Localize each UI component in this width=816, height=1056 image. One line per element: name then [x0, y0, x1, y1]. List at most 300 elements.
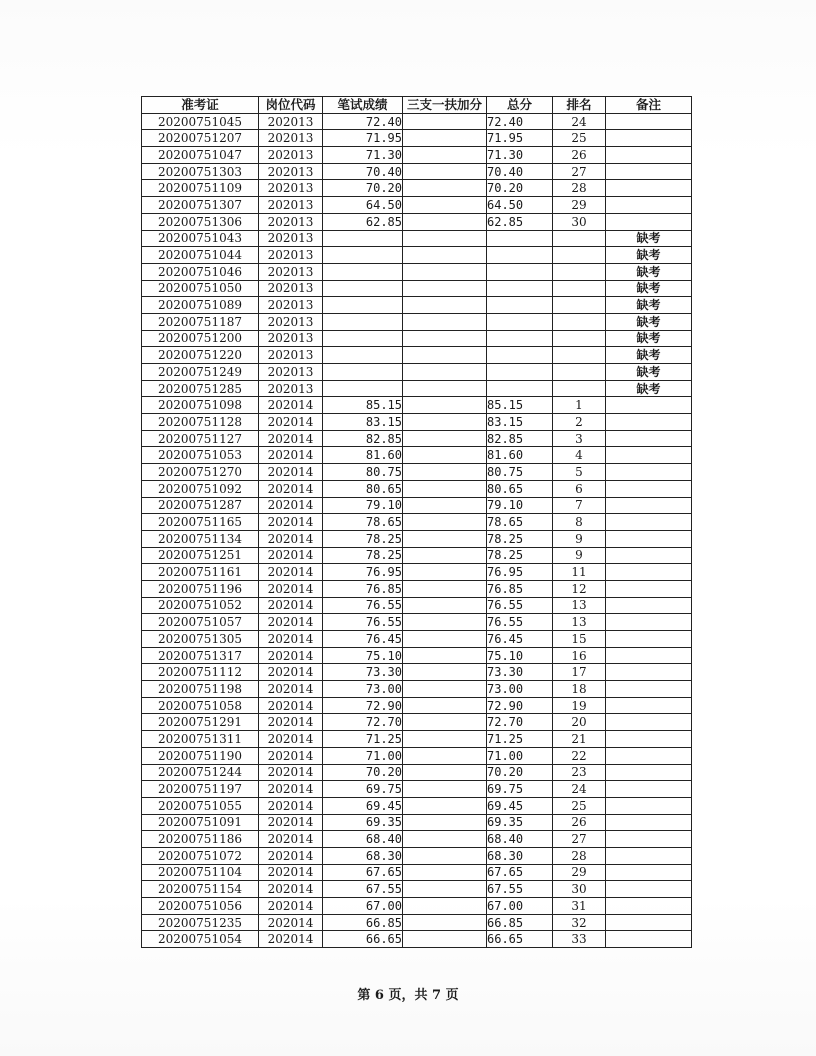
cell-rank: 31	[553, 898, 606, 915]
cell-rank: 30	[553, 881, 606, 898]
cell-total-score: 72.40	[487, 113, 553, 130]
cell-bonus-points	[403, 614, 487, 631]
cell-total-score: 66.65	[487, 931, 553, 948]
cell-bonus-points	[403, 380, 487, 397]
cell-exam-id: 20200751190	[142, 747, 259, 764]
cell-remarks	[606, 714, 692, 731]
cell-total-score	[487, 330, 553, 347]
cell-total-score: 70.20	[487, 764, 553, 781]
cell-exam-id: 20200751161	[142, 564, 259, 581]
cell-written-score: 66.85	[323, 914, 403, 931]
cell-post-code: 202014	[259, 397, 323, 414]
cell-exam-id: 20200751235	[142, 914, 259, 931]
cell-exam-id: 20200751134	[142, 530, 259, 547]
cell-written-score: 85.15	[323, 397, 403, 414]
cell-total-score: 67.55	[487, 881, 553, 898]
cell-rank: 8	[553, 514, 606, 531]
cell-bonus-points	[403, 213, 487, 230]
cell-written-score: 72.70	[323, 714, 403, 731]
cell-remarks	[606, 213, 692, 230]
cell-exam-id: 20200751098	[142, 397, 259, 414]
cell-total-score	[487, 247, 553, 264]
cell-exam-id: 20200751052	[142, 597, 259, 614]
cell-rank: 11	[553, 564, 606, 581]
cell-written-score	[323, 380, 403, 397]
cell-rank: 24	[553, 781, 606, 798]
cell-written-score: 62.85	[323, 213, 403, 230]
table-row	[142, 464, 692, 481]
table-row	[142, 130, 692, 147]
cell-written-score: 76.55	[323, 597, 403, 614]
cell-remarks	[606, 647, 692, 664]
cell-bonus-points	[403, 530, 487, 547]
cell-rank	[553, 347, 606, 364]
cell-rank	[553, 330, 606, 347]
cell-post-code: 202013	[259, 180, 323, 197]
cell-rank: 16	[553, 647, 606, 664]
table-row	[142, 647, 692, 664]
cell-bonus-points	[403, 547, 487, 564]
cell-written-score	[323, 313, 403, 330]
cell-remarks	[606, 580, 692, 597]
cell-bonus-points	[403, 914, 487, 931]
cell-exam-id: 20200751311	[142, 731, 259, 748]
cell-bonus-points	[403, 414, 487, 431]
cell-remarks	[606, 113, 692, 130]
cell-exam-id: 20200751187	[142, 313, 259, 330]
cell-rank: 6	[553, 480, 606, 497]
cell-total-score	[487, 364, 553, 381]
cell-rank: 28	[553, 180, 606, 197]
cell-remarks	[606, 180, 692, 197]
table-row	[142, 931, 692, 948]
cell-written-score: 71.30	[323, 147, 403, 164]
cell-total-score: 80.65	[487, 480, 553, 497]
cell-written-score	[323, 364, 403, 381]
table-row	[142, 380, 692, 397]
cell-written-score: 68.40	[323, 831, 403, 848]
table-row	[142, 597, 692, 614]
cell-total-score: 78.25	[487, 530, 553, 547]
cell-rank	[553, 263, 606, 280]
table-row	[142, 781, 692, 798]
cell-exam-id: 20200751303	[142, 163, 259, 180]
cell-total-score: 66.85	[487, 914, 553, 931]
cell-post-code: 202014	[259, 497, 323, 514]
cell-bonus-points	[403, 647, 487, 664]
table-row	[142, 514, 692, 531]
cell-remarks	[606, 530, 692, 547]
cell-bonus-points	[403, 247, 487, 264]
cell-bonus-points	[403, 797, 487, 814]
cell-exam-id: 20200751154	[142, 881, 259, 898]
cell-total-score: 67.00	[487, 898, 553, 915]
cell-post-code: 202013	[259, 213, 323, 230]
cell-bonus-points	[403, 681, 487, 698]
header-bonus-points: 三支一扶加分	[403, 97, 487, 114]
cell-total-score: 78.25	[487, 547, 553, 564]
cell-rank: 21	[553, 731, 606, 748]
cell-written-score: 71.00	[323, 747, 403, 764]
cell-post-code: 202013	[259, 313, 323, 330]
cell-written-score: 76.55	[323, 614, 403, 631]
cell-total-score: 73.30	[487, 664, 553, 681]
table-row	[142, 914, 692, 931]
table-row	[142, 831, 692, 848]
cell-exam-id: 20200751306	[142, 213, 259, 230]
cell-exam-id: 20200751285	[142, 380, 259, 397]
cell-remarks	[606, 898, 692, 915]
cell-total-score	[487, 297, 553, 314]
cell-rank: 29	[553, 864, 606, 881]
cell-rank: 24	[553, 113, 606, 130]
cell-total-score	[487, 313, 553, 330]
cell-written-score: 80.75	[323, 464, 403, 481]
cell-total-score: 71.95	[487, 130, 553, 147]
cell-total-score: 71.25	[487, 731, 553, 748]
cell-total-score: 75.10	[487, 647, 553, 664]
cell-remarks: 缺考	[606, 230, 692, 247]
cell-post-code: 202014	[259, 631, 323, 648]
table-row	[142, 747, 692, 764]
cell-total-score: 71.00	[487, 747, 553, 764]
cell-rank: 27	[553, 831, 606, 848]
cell-bonus-points	[403, 313, 487, 330]
cell-exam-id: 20200751055	[142, 797, 259, 814]
cell-post-code: 202013	[259, 163, 323, 180]
cell-post-code: 202014	[259, 881, 323, 898]
cell-remarks	[606, 514, 692, 531]
cell-exam-id: 20200751058	[142, 697, 259, 714]
cell-post-code: 202014	[259, 664, 323, 681]
cell-bonus-points	[403, 464, 487, 481]
cell-post-code: 202013	[259, 347, 323, 364]
cell-post-code: 202014	[259, 731, 323, 748]
cell-exam-id: 20200751127	[142, 430, 259, 447]
cell-total-score: 76.95	[487, 564, 553, 581]
cell-post-code: 202013	[259, 230, 323, 247]
cell-bonus-points	[403, 447, 487, 464]
cell-written-score: 75.10	[323, 647, 403, 664]
cell-total-score: 80.75	[487, 464, 553, 481]
table-row	[142, 681, 692, 698]
cell-rank	[553, 280, 606, 297]
cell-rank	[553, 364, 606, 381]
table-row	[142, 397, 692, 414]
cell-total-score: 76.55	[487, 614, 553, 631]
cell-exam-id: 20200751044	[142, 247, 259, 264]
cell-post-code: 202014	[259, 480, 323, 497]
cell-remarks	[606, 781, 692, 798]
table-row	[142, 697, 692, 714]
cell-rank: 23	[553, 764, 606, 781]
cell-remarks	[606, 764, 692, 781]
table-row	[142, 297, 692, 314]
cell-rank: 28	[553, 847, 606, 864]
table-row	[142, 147, 692, 164]
cell-rank	[553, 297, 606, 314]
cell-bonus-points	[403, 781, 487, 798]
cell-post-code: 202014	[259, 764, 323, 781]
cell-written-score	[323, 230, 403, 247]
cell-rank	[553, 313, 606, 330]
cell-remarks: 缺考	[606, 330, 692, 347]
cell-post-code: 202013	[259, 380, 323, 397]
cell-bonus-points	[403, 263, 487, 280]
cell-rank: 26	[553, 814, 606, 831]
cell-total-score: 70.20	[487, 180, 553, 197]
table-row	[142, 480, 692, 497]
cell-written-score: 73.30	[323, 664, 403, 681]
cell-bonus-points	[403, 197, 487, 214]
cell-remarks	[606, 447, 692, 464]
cell-bonus-points	[403, 347, 487, 364]
cell-exam-id: 20200751291	[142, 714, 259, 731]
cell-written-score: 72.40	[323, 113, 403, 130]
table-row	[142, 714, 692, 731]
cell-exam-id: 20200751109	[142, 180, 259, 197]
score-table	[141, 96, 692, 948]
cell-exam-id: 20200751128	[142, 414, 259, 431]
cell-exam-id: 20200751220	[142, 347, 259, 364]
cell-total-score: 69.45	[487, 797, 553, 814]
cell-remarks	[606, 197, 692, 214]
cell-post-code: 202014	[259, 580, 323, 597]
cell-post-code: 202014	[259, 931, 323, 948]
cell-exam-id: 20200751197	[142, 781, 259, 798]
cell-exam-id: 20200751092	[142, 480, 259, 497]
cell-post-code: 202014	[259, 564, 323, 581]
cell-written-score: 69.75	[323, 781, 403, 798]
cell-written-score: 81.60	[323, 447, 403, 464]
cell-bonus-points	[403, 297, 487, 314]
cell-rank: 2	[553, 414, 606, 431]
cell-rank: 1	[553, 397, 606, 414]
cell-bonus-points	[403, 364, 487, 381]
cell-total-score: 64.50	[487, 197, 553, 214]
cell-remarks	[606, 163, 692, 180]
cell-post-code: 202013	[259, 364, 323, 381]
cell-post-code: 202014	[259, 530, 323, 547]
cell-exam-id: 20200751307	[142, 197, 259, 214]
cell-rank	[553, 247, 606, 264]
cell-exam-id: 20200751249	[142, 364, 259, 381]
cell-written-score: 80.65	[323, 480, 403, 497]
cell-post-code: 202013	[259, 147, 323, 164]
cell-remarks	[606, 831, 692, 848]
cell-exam-id: 20200751251	[142, 547, 259, 564]
cell-rank: 13	[553, 614, 606, 631]
cell-bonus-points	[403, 180, 487, 197]
cell-exam-id: 20200751165	[142, 514, 259, 531]
cell-written-score: 67.65	[323, 864, 403, 881]
cell-rank: 5	[553, 464, 606, 481]
cell-exam-id: 20200751207	[142, 130, 259, 147]
cell-bonus-points	[403, 714, 487, 731]
cell-post-code: 202014	[259, 898, 323, 915]
cell-remarks: 缺考	[606, 247, 692, 264]
table-row	[142, 430, 692, 447]
cell-written-score: 76.95	[323, 564, 403, 581]
cell-post-code: 202014	[259, 430, 323, 447]
cell-written-score: 82.85	[323, 430, 403, 447]
cell-exam-id: 20200751072	[142, 847, 259, 864]
cell-remarks	[606, 464, 692, 481]
header-remarks: 备注	[606, 97, 692, 114]
cell-total-score: 67.65	[487, 864, 553, 881]
cell-bonus-points	[403, 597, 487, 614]
cell-post-code: 202013	[259, 263, 323, 280]
cell-written-score	[323, 347, 403, 364]
table-row	[142, 797, 692, 814]
cell-rank: 27	[553, 163, 606, 180]
cell-rank: 25	[553, 797, 606, 814]
cell-post-code: 202013	[259, 280, 323, 297]
cell-remarks	[606, 631, 692, 648]
cell-bonus-points	[403, 480, 487, 497]
cell-total-score: 69.75	[487, 781, 553, 798]
table-body	[142, 113, 692, 947]
cell-post-code: 202014	[259, 547, 323, 564]
cell-bonus-points	[403, 881, 487, 898]
cell-total-score: 83.15	[487, 414, 553, 431]
table-row	[142, 414, 692, 431]
cell-exam-id: 20200751045	[142, 113, 259, 130]
cell-post-code: 202014	[259, 714, 323, 731]
cell-remarks	[606, 881, 692, 898]
cell-post-code: 202014	[259, 797, 323, 814]
cell-remarks	[606, 414, 692, 431]
cell-total-score: 70.40	[487, 163, 553, 180]
cell-post-code: 202014	[259, 747, 323, 764]
cell-written-score	[323, 247, 403, 264]
cell-total-score: 68.30	[487, 847, 553, 864]
cell-remarks	[606, 747, 692, 764]
table-row	[142, 664, 692, 681]
cell-total-score: 69.35	[487, 814, 553, 831]
cell-remarks	[606, 931, 692, 948]
cell-exam-id: 20200751198	[142, 681, 259, 698]
header-written-score: 笔试成绩	[323, 97, 403, 114]
cell-bonus-points	[403, 130, 487, 147]
cell-total-score: 82.85	[487, 430, 553, 447]
cell-exam-id: 20200751186	[142, 831, 259, 848]
cell-rank: 9	[553, 547, 606, 564]
cell-written-score: 68.30	[323, 847, 403, 864]
header-rank: 排名	[553, 97, 606, 114]
cell-post-code: 202013	[259, 130, 323, 147]
cell-remarks	[606, 564, 692, 581]
cell-written-score: 72.90	[323, 697, 403, 714]
cell-post-code: 202014	[259, 847, 323, 864]
cell-exam-id: 20200751043	[142, 230, 259, 247]
cell-bonus-points	[403, 497, 487, 514]
cell-written-score	[323, 263, 403, 280]
cell-rank	[553, 380, 606, 397]
cell-rank: 32	[553, 914, 606, 931]
cell-total-score: 62.85	[487, 213, 553, 230]
cell-rank: 9	[553, 530, 606, 547]
cell-total-score	[487, 230, 553, 247]
cell-rank: 4	[553, 447, 606, 464]
cell-bonus-points	[403, 147, 487, 164]
cell-remarks	[606, 614, 692, 631]
cell-remarks	[606, 147, 692, 164]
cell-post-code: 202014	[259, 514, 323, 531]
cell-total-score: 81.60	[487, 447, 553, 464]
table-row	[142, 364, 692, 381]
cell-bonus-points	[403, 814, 487, 831]
cell-written-score: 71.25	[323, 731, 403, 748]
cell-rank: 30	[553, 213, 606, 230]
cell-rank: 26	[553, 147, 606, 164]
table-row	[142, 731, 692, 748]
table-row	[142, 330, 692, 347]
cell-bonus-points	[403, 113, 487, 130]
cell-total-score: 68.40	[487, 831, 553, 848]
cell-post-code: 202013	[259, 330, 323, 347]
cell-exam-id: 20200751244	[142, 764, 259, 781]
table-row	[142, 197, 692, 214]
cell-post-code: 202014	[259, 464, 323, 481]
cell-exam-id: 20200751053	[142, 447, 259, 464]
cell-total-score: 76.45	[487, 631, 553, 648]
cell-remarks	[606, 547, 692, 564]
header-total-score: 总分	[487, 97, 553, 114]
cell-remarks	[606, 480, 692, 497]
table-row	[142, 864, 692, 881]
cell-total-score	[487, 347, 553, 364]
cell-written-score: 69.45	[323, 797, 403, 814]
cell-written-score: 73.00	[323, 681, 403, 698]
cell-written-score: 70.20	[323, 180, 403, 197]
cell-exam-id: 20200751287	[142, 497, 259, 514]
cell-bonus-points	[403, 430, 487, 447]
cell-written-score: 66.65	[323, 931, 403, 948]
table-row	[142, 814, 692, 831]
cell-bonus-points	[403, 847, 487, 864]
cell-bonus-points	[403, 731, 487, 748]
table-row	[142, 614, 692, 631]
cell-post-code: 202014	[259, 597, 323, 614]
cell-remarks	[606, 697, 692, 714]
cell-bonus-points	[403, 580, 487, 597]
cell-written-score: 67.00	[323, 898, 403, 915]
cell-total-score: 85.15	[487, 397, 553, 414]
cell-total-score	[487, 280, 553, 297]
cell-exam-id: 20200751046	[142, 263, 259, 280]
cell-rank: 12	[553, 580, 606, 597]
cell-post-code: 202014	[259, 814, 323, 831]
table-row	[142, 631, 692, 648]
cell-written-score: 78.65	[323, 514, 403, 531]
cell-written-score: 79.10	[323, 497, 403, 514]
table-row	[142, 213, 692, 230]
cell-post-code: 202014	[259, 414, 323, 431]
cell-exam-id: 20200751057	[142, 614, 259, 631]
cell-exam-id: 20200751112	[142, 664, 259, 681]
table-row	[142, 180, 692, 197]
cell-written-score	[323, 280, 403, 297]
cell-exam-id: 20200751056	[142, 898, 259, 915]
cell-rank: 29	[553, 197, 606, 214]
cell-post-code: 202013	[259, 113, 323, 130]
cell-exam-id: 20200751050	[142, 280, 259, 297]
cell-rank: 33	[553, 931, 606, 948]
cell-rank: 18	[553, 681, 606, 698]
table-row	[142, 280, 692, 297]
cell-total-score: 79.10	[487, 497, 553, 514]
